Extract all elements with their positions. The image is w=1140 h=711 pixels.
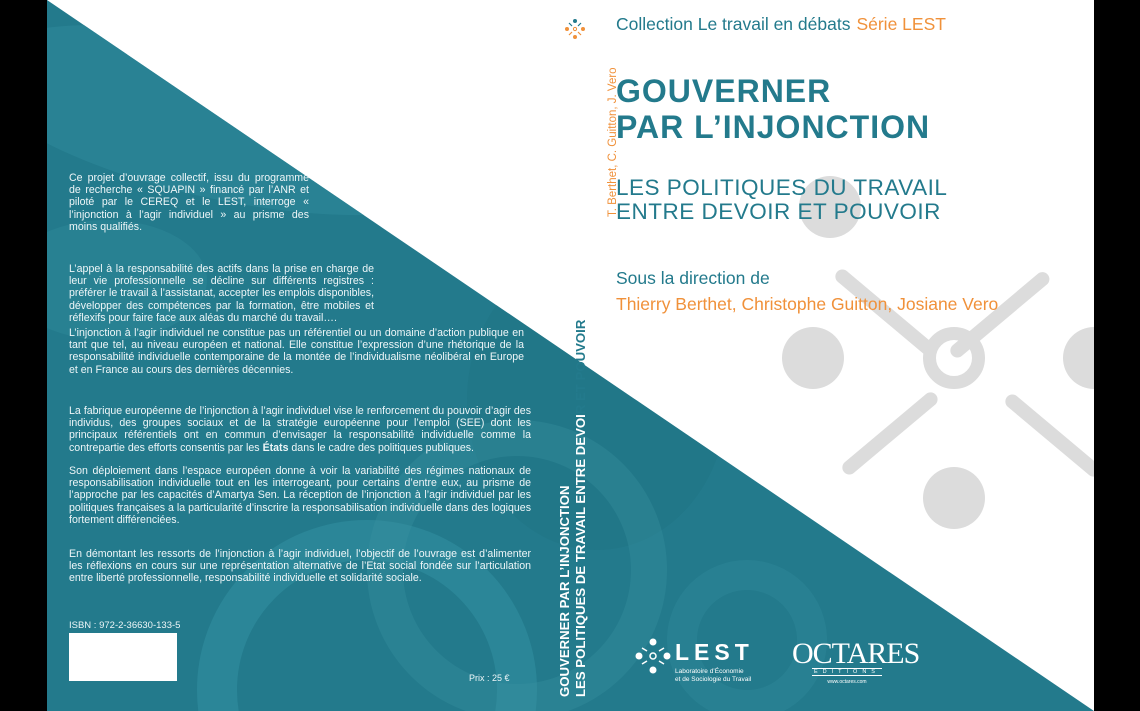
isbn-label: ISBN : 972-2-36630-133-5 (69, 620, 181, 631)
background-ring (667, 560, 827, 711)
lest-logo-icon (635, 636, 671, 676)
back-paragraph-4: La fabrique européenne de l’injonction à l’agir individuel vise le renforcement du pouvoir d’agir des individus, des groupes sociaux et de la stratégie européenne pour l’emploi (SEE) dont les principaux référentiels ont en commun d’envisager la responsabilité individuelle comme la contrepartie des efforts consentis par les États dans le cadre des politiques publiques. (69, 405, 531, 454)
spine-authors: T. Berthet, C. Guitton, J. Vero (607, 67, 619, 217)
price-label: Prix : 25 € (469, 673, 510, 683)
spine-title-line-2: LES POLITIQUES DE TRAVAIL ENTRE DEVOIR ET POUVOIR (573, 319, 588, 697)
barcode-placeholder (69, 633, 177, 681)
lest-spine-logo-icon (564, 18, 586, 40)
authors-list: Thierry Berthet, Christophe Guitton, Josiane Vero (616, 294, 999, 314)
direction-label: Sous la direction de (616, 268, 770, 288)
collection-label: Collection Le travail en débats Série LEST (616, 14, 946, 34)
decor-bar-icon (1003, 392, 1094, 480)
back-paragraph-1: Ce projet d’ouvrage collectif, issu du programme de recherche « SQUAPIN » financé par l’ANR et piloté par le CEREQ et le LEST, interroge « l’injonction à l’agir individuel » au prisme des moins qualifiés. (69, 172, 309, 233)
spine-title (557, 320, 589, 697)
back-paragraph-2: L’appel à la responsabilité des actifs dans la prise en charge de leur vie professionnelle se décline sur différents registres : préférer le travail à l’assistanat, accepter les emplois disponibles, développer des compétences par la formation, être mobiles et réflexifs pour faire face aux aléas du marché du travail…. (69, 263, 375, 324)
octares-logo: OCTARES EDITIONS www.octares.com (792, 637, 920, 685)
series-label: Série LEST (856, 14, 946, 34)
decor-bar-icon (840, 390, 941, 478)
book-cover: Ce projet d’ouvrage collectif, issu du programme de recherche « SQUAPIN » financé par l’ANR et piloté par le CEREQ et le LEST, interroge « l’injonction à l’agir individuel » au prisme des moins qualifiés. L’appel à la responsabilité des actifs dans la prise en charge de leur vie professionnelle se décline sur différents registres : préférer le travail à l’assistanat, accepter les emplois disponibles, développer des compétences par la formation, être mobiles et réflexifs pour faire face aux aléas du marché du travail…. L’injonction à l’agir individuel ne constitue pas un référentiel ou un domaine d’action publique en tant que tel, au niveau européen et national. Elle constitue l’expression d’une rhétorique de la responsabilité individuelle contemporaine de la montée de l’individualisme néolibéral en Europe et en France au cours des dernières décennies. La fabrique européenne de l’injonction à l’agir individuel vise le renforcement du pouvoir d’agir des individus, des groupes sociaux et de la stratégie européenne pour l’emploi (SEE) dont les principaux référentiels ont en commun d’envisager la responsabilité individuelle comme la contrepartie des efforts consentis par les États dans le cadre des politiques publiques. Son déploiement dans l’espace européen donne à voir la variabilité des régimes nationaux de responsabilisation individuelle tout en les interrogeant, pour certains d’entre eux, au prisme de l’approche par les capacités d’Amartya Sen. La réception de l’injonction à l’agir individuel par les politiques françaises a la particularité d’inscrire la responsabilisation individuelle dans des logiques fortement différenciées. En démontant les ressorts de l’injonction à l’agir individuel, l’objectif de l’ouvrage est d’alimenter les réflexions en cours sur une représentation alternative de l’Etat social fondée sur l’articulation entre liberté professionnelle, responsabilité individuelle et solidarité sociale. ISBN : 972-2-36630-133-5 Prix : 25 € T. Berthet, C. Guitton, J. Vero GOUVERNER PAR L’INJONCTION LES POLITIQUES DE TRAVAIL ENTRE DEVOIR ET POUVOIR Collection Le travail en débats Série LEST GOUVERNER PAR L’INJONCTION LES POLITIQUES DU TRAVAIL ENTRE DEVOIR ET POUVOIR Sous la direction de Thierry Berthet, Christophe Guitton, Josiane Vero LEST Laboratoire d’Économie et de Sociologie du Travail OCTARES EDITIONS www.octares.com (47, 0, 1094, 711)
decor-dot-icon (782, 327, 844, 389)
book-title: GOUVERNER PAR L’INJONCTION (616, 73, 931, 145)
decor-ring-icon (923, 327, 985, 389)
back-paragraph-6: En démontant les ressorts de l’injonction à l’agir individuel, l’objectif de l’ouvrage est d’alimenter les réflexions en cours sur une représentation alternative de l’Etat social fondée sur l’articulation entre liberté professionnelle, responsabilité individuelle et solidarité sociale. (69, 548, 531, 585)
back-paragraph-5: Son déploiement dans l’espace européen donne à voir la variabilité des régimes nationaux de responsabilisation individuelle tout en les interrogeant, pour certains d’entre eux, au prisme de l’approche par les capacités d’Amartya Sen. La réception de l’injonction à l’agir individuel par les politiques françaises a la particularité d’inscrire la responsabilisation individuelle dans des logiques fortement différenciées. (69, 465, 531, 526)
book-subtitle: LES POLITIQUES DU TRAVAIL ENTRE DEVOIR ET POUVOIR (616, 175, 948, 224)
decor-dot-icon (923, 467, 985, 529)
back-paragraph-3: L’injonction à l’agir individuel ne constitue pas un référentiel ou un domaine d’action publique en tant que tel, au niveau européen et national. Elle constitue l’expression d’une rhétorique de la responsabilité individuelle contemporaine de la montée de l’individualisme néolibéral en Europe et en France au cours des dernières décennies. (69, 327, 524, 376)
spine-title-line-1: GOUVERNER PAR L’INJONCTION (557, 485, 572, 697)
decor-dot-icon (1063, 327, 1094, 389)
